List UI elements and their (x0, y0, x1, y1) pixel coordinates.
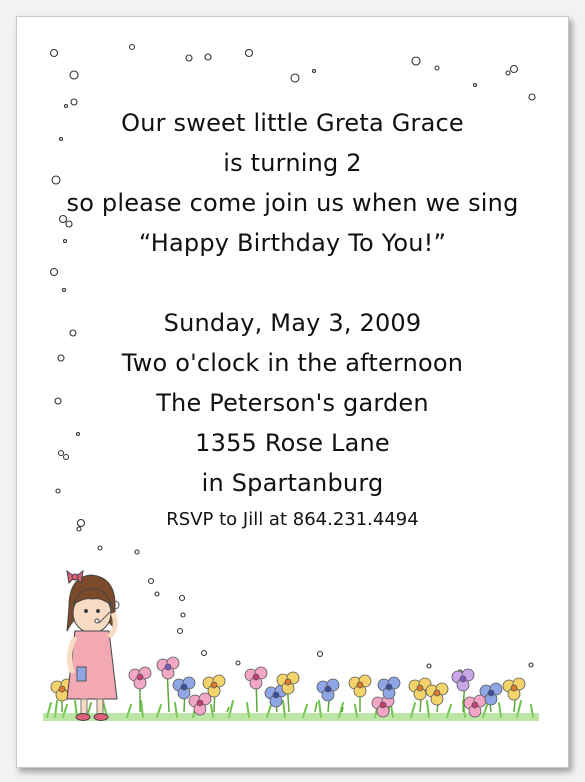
intro-line-4: “Happy Birthday To You!” (138, 229, 447, 257)
event-details (17, 303, 568, 503)
event-address: 1355 Rose Lane (195, 429, 390, 457)
intro-line-2: is turning 2 (223, 149, 362, 177)
invitation-intro (17, 103, 568, 263)
girl-figure (67, 571, 119, 721)
flowers (51, 657, 525, 717)
grass (47, 701, 533, 717)
event-venue: The Peterson's garden (156, 389, 429, 417)
event-date: Sunday, May 3, 2009 (163, 309, 422, 337)
invitation-card (16, 16, 569, 768)
event-time: Two o'clock in the afternoon (121, 349, 464, 377)
intro-line-1: Our sweet little Greta Grace (121, 109, 464, 137)
event-city: in Spartanburg (201, 469, 384, 497)
intro-line-3: so please come join us when we sing (66, 189, 519, 217)
rsvp-line: RSVP to Jill at 864.231.4494 (166, 509, 419, 530)
